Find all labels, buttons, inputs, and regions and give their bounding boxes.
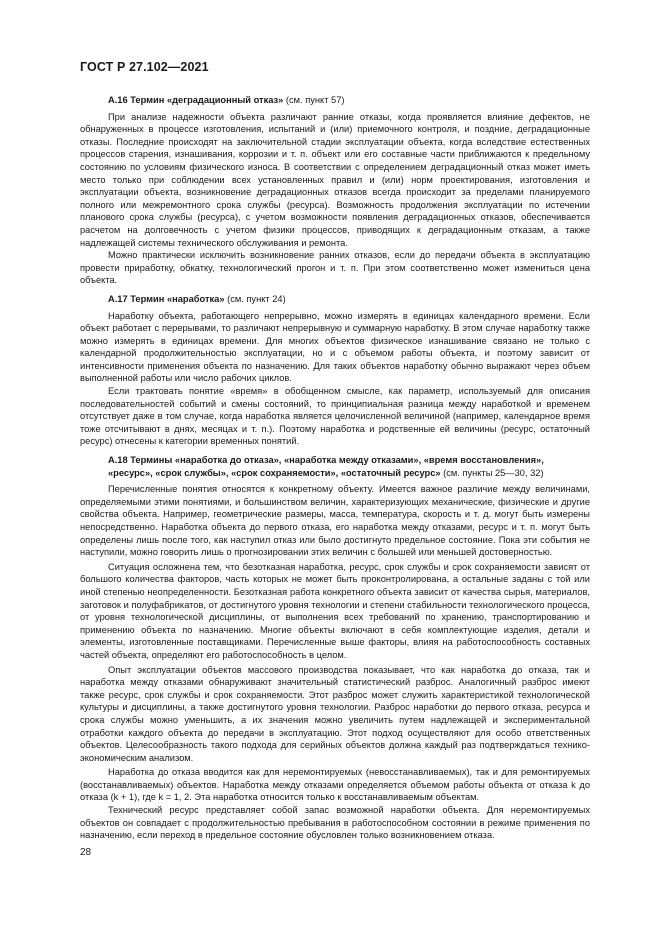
paragraph: Можно практически исключить возникновение ранних отказов, если до передачи объекта в эксплуатацию провести приработку, обкатку, технологический прогон и т. п. При этом соответственно может измениться цена объекта. xyxy=(80,250,590,286)
section-title: А.16 Термин «деградационный отказ» xyxy=(108,95,284,105)
paragraph: Технический ресурс представляет собой запас возможной наработки объекта. Для неремонтируемых объектов он совпадает с продолжительностью пребывания в работоспособном состоянии в режиме применения по назначению, если переход в предельное состояние обусловлен только возникновением отказа. xyxy=(80,805,590,841)
document-body xyxy=(80,88,590,842)
section-reference: (см. пункт 24) xyxy=(227,293,286,304)
section-heading-a18 xyxy=(80,454,590,479)
document-code: ГОСТ Р 27.102—2021 xyxy=(80,60,209,74)
paragraph: Если трактовать понятие «время» в обобщенном смысле, как параметр, используемый для описания последовательностей событий и смены состояний, то принципиальная разница между наработкой и временем отсутствует даже в том случае, когда наработка является целочисленной величиной (например, календарное время тоже отсчитывают в днях, месяцах и т. п.). Поэтому наработка и родственные ей величины (ресурс, остаточный ресурс) отнесены к категории временных понятий. xyxy=(80,386,590,447)
paragraph: Наработку объекта, работающего непрерывно, можно измерять в единицах календарного времени. Если объект работает с перерывами, то различают непрерывную и суммарную наработку. В этом случае наработку также можно измерять в единицах времени. Для многих объектов физическое изнашивание связано не только с календарной продолжительностью эксплуатации, но и с объемом работы объекта, и поэтому зависит от интенсивности применения объекта по назначению. Для таких объектов наработку обычно выражают через объем выполненной работы или число рабочих циклов. xyxy=(80,310,590,384)
paragraph: Опыт эксплуатации объектов массового производства показывает, что как наработка до отказа, так и наработка между отказами обнаруживают значительный статистический разброс. Аналогичный разброс имеют также ресурс, срок службы и срок сохраняемости. Этот разброс может служить характеристикой технологической культуры и дисциплины, а также достигнутого уровня технологии. Разброс наработки до первого отказа, ресурса и срока службы можно уменьшить, а их значения можно увеличить путем надлежащей и экспериментальной отработки каждого объекта до передачи в эксплуатацию. Этот подход осуществляют для особо ответственных объектов. Целесообразность такого подхода для серийных объектов должна каждый раз подтверждаться технико-экономическим анализом. xyxy=(80,664,590,763)
paragraph: Ситуация осложнена тем, что безотказная наработка, ресурс, срок службы и срок сохраняемости зависят от большого количества факторов, часть которых не может быть проконтролирована, а остальные заданы с той или иной степенью неопределенности. Безотказная работа конкретного объекта зависит от качества сырья, материалов, заготовок и полуфабрикатов, от достигнутого уровня технологии и степени стабильности технологического процесса, от уровня технологической дисциплины, от выполнения всех требований по хранению, транспортированию и применению объекта по назначению. Многие объекты включают в себя комплектующие изделия, детали и элементы, изготовленные поставщиками. Перечисленные выше факторы, влияя на работоспособность составных частей объекта, определяют его работоспособность в целом. xyxy=(80,561,590,660)
paragraph: Наработка до отказа вводится как для неремонтируемых (невосстанавливаемых), так и для ремонтируемых (восстанавливаемых) объектов. Наработка между отказами определяется объемом работы объекта от отказа k до отказа (k + 1), где k = 1, 2. Эта наработка относится только к восстанавливаемым объектам. xyxy=(80,767,590,803)
page-number: 28 xyxy=(80,847,92,858)
section-title: А.18 Термины «наработка до отказа», «наработка между отказами», «время восстановления», «ресурс», «срок службы», «срок сохраняемости», «остаточный ресурс» xyxy=(108,455,544,478)
section-reference: (см. пункты 25—30, 32) xyxy=(443,467,544,478)
section-heading-a17 xyxy=(80,293,590,306)
section-title: А.17 Термин «наработка» xyxy=(108,293,225,304)
paragraph: Перечисленные понятия относятся к конкретному объекту. Имеется важное различие между величинами, определяемыми этими понятиями, и большинством величин, характеризующих механические, физические и другие свойства объекта. Например, геометрические размеры, масса, температура, скорость и т. д. могут быть измерены непосредственно. Наработка объекта до первого отказа, его наработка между отказами, ресурс и т. п. могут быть определены лишь после того, как наступил отказ или было достигнуто предельное состояние. Пока эти события не наступили, можно говорить лишь о прогнозировании этих величин с большей или меньшей достоверностью. xyxy=(80,484,590,558)
paragraph: При анализе надежности объекта различают ранние отказы, когда проявляется влияние дефектов, не обнаруженных в процессе изготовления, испытаний и (или) приемочного контроля, и поздние, деградационные отказы. Последние происходят на заключительной стадии эксплуатации объекта, когда вследствие естественных процессов старения, изнашивания, коррозии и т. п. объект или его составные части приближаются к предельному состоянию по условиям физического износа. В соответствии с определением деградационный отказ может иметь место только при соблюдении всех установленных правил и (или) норм проектирования, изготовления и эксплуатации объекта, возникновение деградационных отказов всегда происходит за пределами планируемого полного или межремонтного срока службы (ресурса). Возможность продолжения эксплуатации по истечении планового срока службы (ресурса), с учетом возможности появления деградационных отказов, обеспечивается расчетом на долговечность с учетом физики процессов, приводящих к деградационным отказам, а также надлежащей системы технического обслуживания и ремонта. xyxy=(80,111,590,248)
section-reference: (см. пункт 57) xyxy=(285,95,345,105)
section-heading-a16 xyxy=(80,94,590,107)
